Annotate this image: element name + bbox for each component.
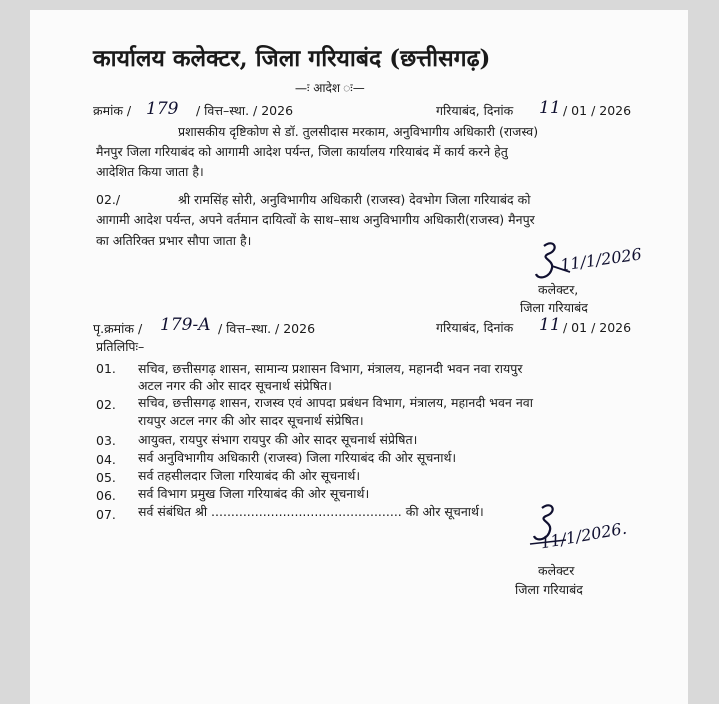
collector-district-1: जिला गरियाबंद — [520, 300, 588, 315]
collector-district-2: जिला गरियाबंद — [515, 582, 583, 597]
order-number-suffix: / वित्त–स्था. / 2026 — [196, 103, 294, 118]
collector-designation-1: कलेक्टर, — [538, 282, 579, 297]
endorsement-month-year: / 01 / 2026 — [563, 320, 632, 335]
copy-item-text: सर्व तहसीलदार जिला गरियाबंद की ओर सूचनार्थ। — [138, 468, 361, 483]
copy-item-text: आयुक्त, रायपुर संभाग रायपुर की ओर सादर सूचनार्थ संप्रेषित। — [138, 432, 418, 447]
copy-item-number: 07. — [96, 507, 116, 522]
copy-item-number: 03. — [96, 433, 116, 448]
order-number-label: क्रमांक / — [93, 103, 132, 118]
office-title: कार्यालय कलेक्टर, जिला गरियाबंद (छत्तीसगढ़) — [93, 45, 491, 72]
endorsement-place-date-label: गरियाबंद, दिनांक — [436, 320, 514, 335]
copy-item-text: सर्व विभाग प्रमुख जिला गरियाबंद की ओर सूचनार्थ। — [138, 486, 370, 501]
order-month-year: / 01 / 2026 — [563, 103, 632, 118]
copy-item-text: सर्व अनुविभागीय अधिकारी (राजस्व) जिला गरियाबंद की ओर सूचनार्थ। — [138, 450, 457, 465]
order-place-date-label: गरियाबंद, दिनांक — [436, 103, 514, 118]
copy-item-text: रायपुर अटल नगर की ओर सादर सूचनार्थ संप्रेषित। — [138, 413, 364, 428]
endorsement-day-handwritten: 11 — [539, 315, 561, 335]
copy-item-number: 04. — [96, 452, 116, 467]
para2-line1: श्री रामसिंह सोरी, अनुविभागीय अधिकारी (राजस्व) देवभोग जिला गरियाबंद को — [178, 192, 531, 207]
signature-1-date: 11/1/2026 — [559, 244, 643, 275]
para1-line3: आदेशित किया जाता है। — [96, 164, 204, 179]
copy-item-text: सचिव, छत्तीसगढ़ शासन, सामान्य प्रशासन विभाग, मंत्रालय, महानदी भवन नवा रायपुर — [138, 361, 523, 376]
para2-line3: का अतिरिक्त प्रभार सौपा जाता है। — [96, 233, 252, 248]
para1-line1: प्रशासकीय दृष्टिकोण से डॉ. तुलसीदास मरकाम, अनुविभागीय अधिकारी (राजस्व) — [178, 124, 539, 139]
endorsement-number-suffix: / वित्त–स्था. / 2026 — [218, 321, 316, 336]
order-heading: —ः आदेश ः— — [295, 81, 365, 95]
copy-item-text: अटल नगर की ओर सादर सूचनार्थ संप्रेषित। — [138, 378, 332, 393]
endorsement-number-label: पृ.क्रमांक / — [93, 321, 143, 336]
collector-designation-2: कलेक्टर — [538, 563, 575, 578]
signature-2-date: 11/1/2026. — [538, 518, 629, 553]
order-day-handwritten: 11 — [539, 98, 561, 118]
copy-to-label: प्रतिलिपिः– — [96, 339, 145, 354]
copy-item-number: 06. — [96, 488, 116, 503]
order-number-handwritten: 179 — [146, 99, 179, 119]
para2-number: 02./ — [96, 192, 121, 207]
para1-line2: मैनपुर जिला गरियाबंद को आगामी आदेश पर्यन्त, जिला कार्यालय गरियाबंद में कार्य करने हेतु — [96, 144, 508, 159]
endorsement-number-handwritten: 179-A — [160, 315, 211, 335]
copy-item-number: 02. — [96, 397, 116, 412]
para2-line2: आगामी आदेश पर्यन्त, अपने वर्तमान दायित्वों के साथ–साथ अनुविभागीय अधिकारी(राजस्व) मैनपुर — [96, 212, 535, 227]
copy-item-text: सर्व संबंधित श्री ................................................ की ओर सूचनार्थ। — [138, 504, 484, 519]
copy-item-number: 05. — [96, 470, 116, 485]
copy-item-text: सचिव, छत्तीसगढ़ शासन, राजस्व एवं आपदा प्रबंधन विभाग, मंत्रालय, महानदी भवन नवा — [138, 395, 533, 410]
copy-item-number: 01. — [96, 361, 116, 376]
